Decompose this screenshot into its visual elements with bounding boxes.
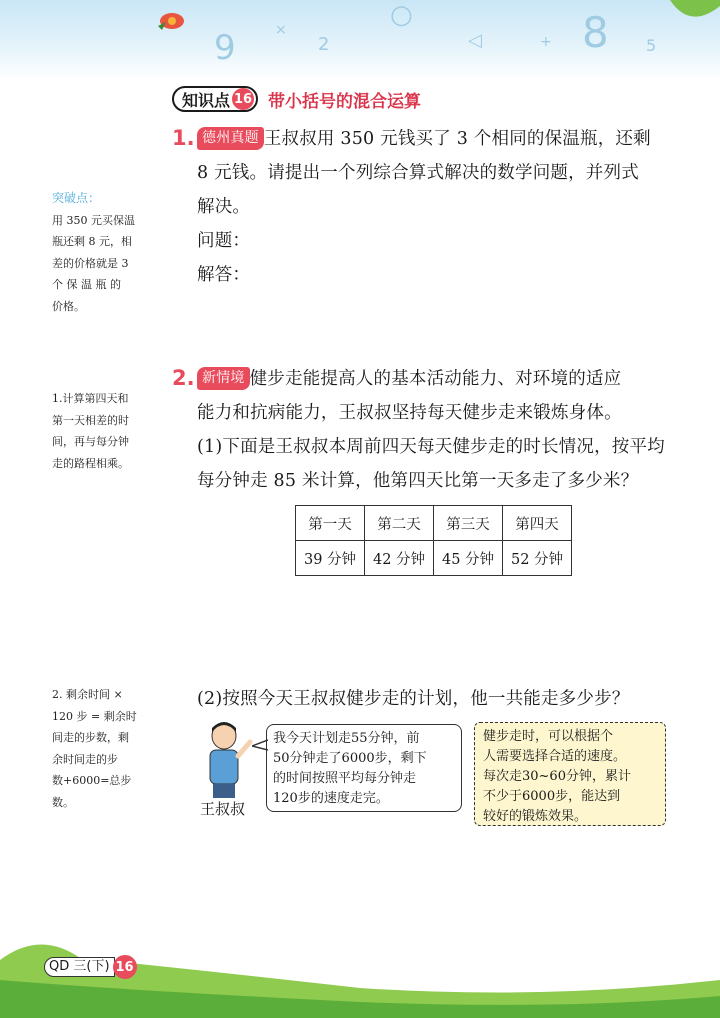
table-cell: 45 分钟 bbox=[434, 541, 503, 576]
note-line: 2. 剩余时间 × bbox=[52, 688, 123, 701]
question-1-number: 1. bbox=[172, 126, 195, 150]
bubble-line: 120步的速度走完。 bbox=[273, 791, 389, 806]
question-2-line bbox=[197, 362, 677, 396]
tip-line: 每次走30~60分钟，累计 bbox=[483, 769, 631, 784]
question-2-number: 2. bbox=[172, 366, 195, 390]
note-line: 用 350 元买保温 bbox=[52, 213, 135, 227]
leaf-icon bbox=[650, 0, 720, 28]
table-cell: 52 分钟 bbox=[503, 541, 572, 576]
bubble-line: 50分钟走了6000步，剩下 bbox=[273, 751, 427, 766]
question-1 bbox=[197, 122, 677, 292]
table-row bbox=[296, 541, 572, 576]
page-number: 16 bbox=[113, 955, 137, 979]
note-line: 余时间走的步 bbox=[52, 752, 118, 766]
decor-plus-icon: + bbox=[540, 34, 552, 50]
knowledge-number: 16 bbox=[232, 88, 254, 110]
decor-triangle-icon: ◁ bbox=[468, 30, 482, 51]
note-line: 瓶还剩 8 元，相 bbox=[52, 235, 132, 248]
note-line: 数+6000=总步 bbox=[52, 774, 132, 787]
source-tag: 新情境 bbox=[197, 367, 250, 390]
answer-label: 解答： bbox=[197, 265, 251, 285]
sub-question-2-block bbox=[197, 682, 677, 716]
page-title: 带小括号的混合运算 bbox=[268, 91, 422, 112]
question-text: 解决。 bbox=[197, 197, 251, 217]
question-text: 健步走能提高人的基本活动能力、对环境的适应 bbox=[249, 369, 622, 389]
speech-bubble bbox=[266, 724, 462, 812]
question-2 bbox=[197, 362, 677, 498]
table-header: 第四天 bbox=[503, 506, 572, 541]
sidebar-note-1 bbox=[52, 188, 164, 317]
note-line: 数。 bbox=[52, 795, 74, 809]
sub-question-2: (2)按照今天王叔叔健步走的计划，他一共能走多少步？ bbox=[197, 689, 630, 709]
note-line: 1.计算第四天和 bbox=[52, 392, 129, 405]
question-text: 能力和抗病能力，王叔叔坚持每天健步走来锻炼身体。 bbox=[197, 403, 622, 423]
question-text: 王叔叔用 350 元钱买了 3 个相同的保温瓶，还剩 bbox=[263, 129, 651, 149]
decor-8-icon: 8 bbox=[582, 8, 609, 57]
note-line: 走的路程相乘。 bbox=[52, 456, 129, 470]
note-line: 120 步 = 剩余时 bbox=[52, 709, 137, 723]
source-tag: 德州真题 bbox=[197, 127, 264, 150]
section-title bbox=[172, 86, 421, 112]
sub-question-1: 每分钟走 85 米计算，他第四天比第一天多走了多少米？ bbox=[197, 471, 639, 491]
bubble-line: 的时间按照平均每分钟走 bbox=[273, 771, 417, 786]
table-header: 第一天 bbox=[296, 506, 365, 541]
sub-question-1: (1)下面是王叔叔本周前四天每天健步走的时长情况，按平均 bbox=[197, 437, 665, 457]
decor-2-icon: 2 bbox=[318, 34, 330, 55]
note-title: 突破点： bbox=[52, 191, 101, 205]
note-line: 间走的步数，剩 bbox=[52, 731, 129, 744]
table-header: 第三天 bbox=[434, 506, 503, 541]
table-header-row bbox=[296, 506, 572, 541]
tip-line: 健步走时，可以根据个 bbox=[483, 729, 614, 744]
decor-circle-icon: ○ bbox=[390, 0, 413, 30]
flower-icon bbox=[156, 10, 188, 32]
page-footer bbox=[44, 955, 137, 979]
knowledge-label: 知识点 bbox=[182, 90, 231, 110]
walking-time-table bbox=[295, 505, 572, 576]
note-line: 个 保 温 瓶 的 bbox=[52, 278, 121, 291]
table-cell: 42 分钟 bbox=[365, 541, 434, 576]
decor-5-icon: 5 bbox=[646, 36, 657, 55]
sidebar-note-3 bbox=[52, 684, 164, 813]
sidebar-note-2 bbox=[52, 388, 164, 474]
bubble-line: 我今天计划走55分钟，前 bbox=[273, 731, 420, 746]
decor-9-icon: 9 bbox=[214, 28, 236, 68]
question-label: 问题： bbox=[197, 231, 251, 251]
tip-line: 人需要选择合适的速度。 bbox=[483, 749, 627, 764]
tip-line: 较好的锻炼效果。 bbox=[483, 809, 588, 824]
note-line: 第一天相差的时 bbox=[52, 413, 129, 427]
book-code: QD 三(下) bbox=[44, 957, 115, 977]
question-1-line bbox=[197, 122, 677, 156]
tip-line: 不少于6000步，能达到 bbox=[483, 789, 621, 804]
table-cell: 39 分钟 bbox=[296, 541, 365, 576]
speaker-label: 王叔叔 bbox=[200, 800, 246, 818]
question-text: 8 元钱。请提出一个列综合算式解决的数学问题，并列式 bbox=[197, 163, 639, 183]
note-line: 间，再与每分钟 bbox=[52, 435, 129, 448]
header-band bbox=[0, 0, 720, 80]
table-header: 第二天 bbox=[365, 506, 434, 541]
knowledge-badge bbox=[172, 86, 258, 112]
decor-x-icon: × bbox=[275, 22, 287, 38]
note-line: 差的价格就是 3 bbox=[52, 256, 129, 270]
note-line: 价格。 bbox=[52, 299, 85, 313]
tip-note bbox=[474, 722, 666, 826]
